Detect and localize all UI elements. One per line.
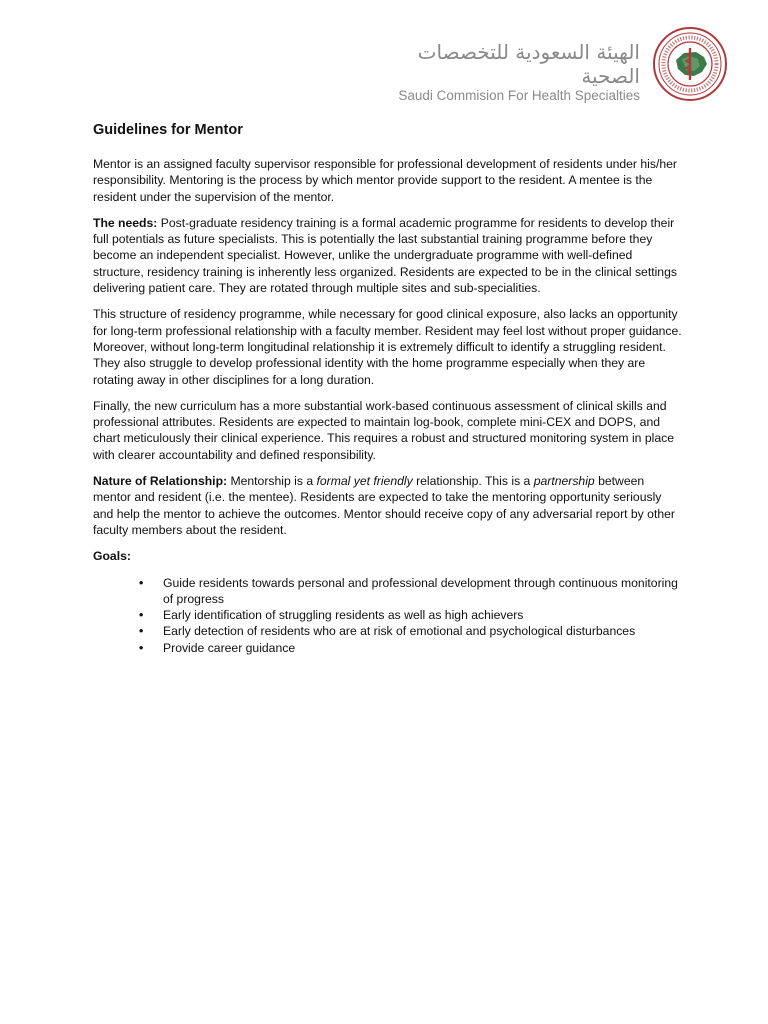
- relationship-text-1: Mentorship is a: [227, 474, 317, 489]
- relationship-lead: Nature of Relationship:: [93, 474, 228, 489]
- relationship-text-2: relationship. This is a: [412, 474, 534, 489]
- goal-text: Provide career guidance: [163, 640, 296, 655]
- bullet-icon: •: [139, 640, 144, 655]
- needs-paragraph: [93, 215, 683, 296]
- organization-name-english: Saudi Commision For Health Specialties: [398, 88, 640, 103]
- goal-item: [139, 575, 683, 608]
- goal-item: [139, 623, 683, 639]
- goal-text: Early detection of residents who are at risk of emotional and psychological disturbances: [163, 624, 636, 639]
- goal-item: [139, 640, 683, 656]
- relationship-emphasis-1: formal yet friendly: [316, 474, 413, 489]
- needs-lead: The needs:: [93, 215, 158, 230]
- document-body: [93, 120, 683, 656]
- structure-paragraph: This structure of residency programme, while necessary for good clinical exposure, also lacks an opportunity for long-term professional relationship with a faculty member. Resident may feel lost without proper guidance. Moreover, without long-term longitudinal relationship it is extremely difficult to identify a struggling resident. They also struggle to develop professional identity with the home programme especially when they are rotating away in other disciplines for a long duration.: [93, 307, 682, 387]
- intro-paragraph: Mentor is an assigned faculty supervisor responsible for professional development of residents under his/her responsibility. Mentoring is the process by which mentor provide support to the resident. A mentee is the resident under the supervision of the mentor.: [93, 157, 677, 204]
- bullet-icon: •: [139, 608, 144, 623]
- goal-text: Guide residents towards personal and professional development through continuous monitoring of progress: [163, 575, 678, 606]
- bullet-icon: •: [139, 624, 144, 639]
- organization-name: [370, 40, 640, 104]
- relationship-emphasis-2: partnership: [533, 474, 595, 489]
- curriculum-paragraph: Finally, the new curriculum has a more substantial work-based continuous assessment of clinical skills and professional attributes. Residents are expected to maintain log-book, complete mini-CEX and DOPS, and chart meticulously their clinical experience. This requires a robust and structured monitoring system in place with clearer accountability and defined responsibility.: [93, 398, 674, 462]
- relationship-text-3: between mentor and resident (i.e. the mentee). Residents are expected to take the mentoring opportunity seriously and help the mentor to achieve the outcomes. Mentor should receive copy of any adversarial report by other faculty members about the resident.: [93, 474, 675, 537]
- goals-list: [93, 575, 683, 656]
- needs-text: Post-graduate residency training is a formal academic programme for residents to develop their full potentials as future specialists. This is potentially the last substantial training programme before they become an independent specialist. However, unlike the undergraduate programme with well-defined structure, residency training is inherently less organized. Residents are expected to be in the clinical settings delivering patient care. They are rotated through multiple sites and sub-specialities.: [93, 215, 677, 296]
- relationship-paragraph: [93, 473, 683, 538]
- goal-text: Early identification of struggling residents as well as high achievers: [163, 608, 524, 623]
- goal-item: [139, 607, 683, 623]
- organization-name-arabic: الهيئة السعودية للتخصصات الصحية: [417, 40, 640, 88]
- document-title: Guidelines for Mentor: [93, 122, 243, 138]
- goals-heading: Goals:: [93, 549, 131, 564]
- scfhs-seal-icon: [652, 26, 728, 102]
- bullet-icon: •: [139, 575, 144, 590]
- page-header: [388, 26, 728, 102]
